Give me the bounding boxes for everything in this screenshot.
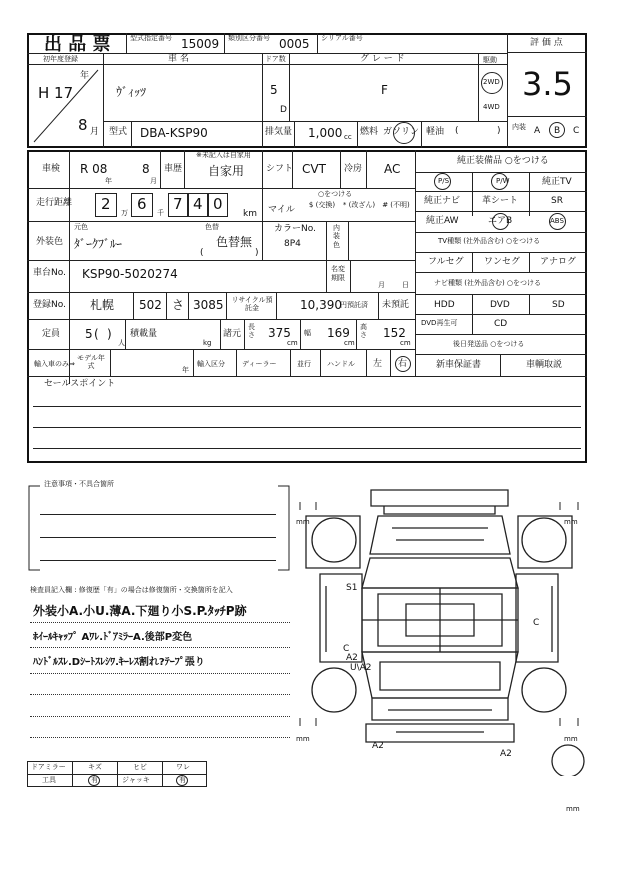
model-year-unit: 年 — [182, 366, 189, 374]
equip-abs-circle — [549, 213, 566, 230]
orig-color-label: 元色 — [74, 223, 88, 231]
import-parallel: 並行 — [297, 360, 311, 368]
damage-u-a2: U\A2 — [350, 663, 372, 673]
fuel-circle — [393, 122, 415, 144]
color-change-paren-close: ) — [255, 248, 259, 258]
displacement-unit: cc — [344, 133, 352, 141]
inspector-note-1: 外装小A.小U.薄A.下廻り小S.P.ﾀｯﾁP跡 — [33, 604, 247, 618]
displacement-label: 排気量 — [265, 127, 293, 137]
inspector-note-3: ﾊﾝﾄﾞﾙｽﾚ.Dｼｰﾄｽﾚｼﾜ.ｷｰﾚｽ割れ?ﾃｰﾌﾟ張り — [33, 657, 205, 668]
interior-b: B — [554, 126, 561, 136]
genuine-equipment-label: 純正装備品 ○をつける — [457, 156, 549, 166]
import-dealer: ディーラー — [242, 360, 277, 368]
equip-airbag-circle — [492, 213, 509, 230]
first-reg-label: 初年度登録 — [43, 55, 78, 63]
equip-ps-circle — [434, 173, 451, 190]
color-no: 8P4 — [284, 239, 301, 249]
interior-c: C — [573, 126, 580, 136]
inspection-year-unit: 年 — [105, 177, 112, 185]
score-label: 評 価 点 — [530, 38, 563, 48]
damage-s1: S1 — [346, 583, 358, 593]
capacity-paren-open: ( — [94, 327, 99, 341]
drive-2wd: 2WD — [483, 78, 500, 86]
mm-front-left: mm — [296, 518, 310, 526]
equip-navi: 純正ナビ — [424, 196, 461, 206]
equip-aw: 純正AW — [426, 216, 459, 226]
width: 169 — [327, 326, 350, 340]
first-reg-month-unit: 月 — [90, 127, 100, 137]
parts-scratch: キズ — [88, 763, 102, 771]
navi-type-label: ナビ種類 (社外品含む) ○をつける — [434, 279, 542, 287]
category-label: 類別区分番号 — [228, 34, 270, 42]
inspector-note-2: ﾎｲｰﾙｷｬｯﾌﾟ Aﾜﾚ.ﾄﾞｱﾐﾗｰA.後部P変色 — [33, 632, 193, 643]
ac-label: 冷房 — [344, 164, 363, 174]
int-color-label: 内装色 — [333, 224, 340, 249]
fuel-label: 燃料 — [360, 127, 379, 137]
reg-number: 3085 — [193, 298, 224, 312]
shift-label: シフト — [266, 164, 294, 174]
name-change-label: 名変期限 — [331, 265, 345, 283]
evaluation-score: 3.5 — [522, 65, 573, 103]
equip-tv: 純正TV — [542, 177, 572, 187]
equip-sr: SR — [551, 196, 563, 206]
name-change-month: 月 — [378, 281, 385, 289]
mm-front-right: mm — [564, 518, 578, 526]
mileage-digit-4: 4 — [193, 195, 203, 213]
load-label: 積載量 — [130, 329, 158, 339]
color-change-label: 色替 — [205, 223, 219, 231]
import-label: 輸入車のみ⇒ — [34, 360, 75, 368]
designation-no: 15009 — [181, 37, 220, 51]
light-oil-label: 軽油 — [426, 127, 445, 137]
door-type: D — [280, 105, 287, 115]
history-label: 車歴 — [164, 164, 183, 174]
inspection-month: 8 — [142, 162, 150, 176]
length-unit: cm — [287, 339, 298, 347]
reg-label: 登録No. — [33, 300, 66, 310]
mileage-mark-hint: ○をつける — [318, 190, 353, 198]
grade-label: グ レ ー ド — [360, 54, 405, 64]
mile-option: マイル — [268, 205, 295, 215]
tv-oneseg: ワンセグ — [484, 257, 521, 267]
interior-b-circle — [549, 122, 565, 138]
ext-color: ﾀﾞｰｸﾌﾞﾙｰ — [74, 237, 123, 251]
capacity-paren-close: ) — [107, 327, 112, 341]
light-oil-paren-open: ( — [455, 126, 459, 136]
capacity: 5 — [85, 327, 93, 341]
light-oil-paren-close: ) — [497, 126, 501, 136]
tv-fullseg: フルセグ — [428, 257, 464, 267]
altered-option: * (改ざん) — [342, 201, 376, 209]
designation-label: 型式指定番号 — [130, 34, 172, 42]
sheet-title: 出 品 票 — [44, 34, 111, 55]
exchange-option: $ (交換) — [308, 201, 336, 209]
navi-cd: CD — [494, 319, 508, 329]
mm-rear-right: mm — [564, 735, 578, 743]
color-change-paren-open: ( — [200, 248, 204, 258]
mm-rear-left: mm — [296, 735, 310, 743]
parts-tools-mark: 有 — [91, 776, 98, 784]
sales-points-label: セールスポイント — [44, 379, 116, 389]
import-type-label: 輸入区分 — [197, 360, 225, 368]
first-reg-year-unit: 年 — [80, 71, 90, 81]
handle-right-circle — [395, 356, 411, 372]
jack-circle — [176, 775, 188, 786]
mm-spare: mm — [566, 805, 580, 813]
color-change: 色替無 — [216, 235, 253, 249]
inspection-month-unit: 月 — [150, 177, 157, 185]
displacement: 1,000 — [308, 126, 343, 140]
shift: CVT — [302, 162, 326, 176]
recycle-unit: 円預託済 — [340, 301, 368, 309]
mileage-digit-2: 6 — [137, 195, 147, 213]
chassis-label: 車台No. — [33, 268, 66, 278]
grade: F — [381, 83, 388, 97]
mileage-label: 走行距離 — [36, 198, 73, 208]
model-label: 型式 — [109, 127, 128, 137]
unknown-option: # (不明) — [382, 201, 410, 209]
km-unit: km — [243, 209, 257, 219]
equip-leather: 革シート — [482, 196, 519, 206]
width-label: 幅 — [304, 329, 311, 337]
equip-abs: ABS — [550, 217, 564, 225]
length: 375 — [268, 326, 291, 340]
tv-analog: アナログ — [540, 257, 577, 267]
caution-label: 注意事項・不具合箇所 — [44, 480, 114, 488]
reg-class: 502 — [139, 298, 162, 312]
chassis-no: KSP90-5020274 — [82, 267, 178, 281]
navi-hdd: HDD — [434, 300, 455, 310]
mileage-digit-5: 0 — [213, 195, 223, 213]
history: 自家用 — [208, 164, 245, 178]
new-car-warranty: 新車保証書 — [436, 360, 482, 370]
model-code: DBA-KSP90 — [140, 126, 208, 140]
handle-label: ハンドル — [327, 360, 355, 368]
sen-unit: 千 — [157, 209, 164, 217]
parts-crack: ヒビ — [133, 763, 147, 771]
not-deposited: 未預託 — [382, 300, 410, 310]
parts-mirror: ドアミラー — [31, 763, 66, 771]
mileage-digit-1: 2 — [101, 195, 111, 213]
tools-circle — [88, 775, 100, 786]
first-reg-month: 8 — [78, 116, 88, 134]
later-items-label: 後日発送品 ○をつける — [453, 340, 525, 348]
door-count: 5 — [270, 83, 278, 97]
name-change-day: 日 — [402, 281, 409, 289]
equip-pw: P/W — [496, 177, 510, 185]
inspector-label: 検査員記入欄 : 修復歴「有」の場合は修復箇所・交換箇所を記入 — [30, 586, 233, 594]
capacity-unit: 人 — [118, 339, 125, 347]
dvd-play: DVD再生可 — [421, 319, 458, 327]
recycle-label: リサイクル預託金 — [231, 296, 273, 313]
model-year-label: モデル年式 — [77, 354, 105, 371]
fuel-gasoline: ガソリン — [383, 127, 420, 137]
height-label: 高さ — [360, 323, 367, 339]
drive-4wd: 4WD — [483, 103, 500, 111]
height-unit: cm — [400, 339, 411, 347]
man-unit: 万 — [121, 209, 128, 217]
tv-type-label: TV種類 (社外品含む) ○をつける — [438, 237, 541, 245]
car-name: ｳﾞｨｯﾂ — [116, 85, 147, 99]
car-name-label: 車 名 — [168, 54, 189, 64]
parts-jack-mark: 有 — [179, 776, 186, 784]
inspection-label: 車検 — [42, 164, 61, 174]
equip-ps: P/S — [438, 177, 450, 185]
load-unit: kg — [203, 339, 212, 347]
equip-airbag: エアB — [488, 216, 513, 226]
ac: AC — [384, 162, 401, 176]
inspection-year: R 08 — [80, 162, 108, 176]
damage-a2-rear-right: A2 — [500, 749, 512, 759]
interior-a: A — [534, 126, 541, 136]
damage-a2-rear-left: A2 — [372, 741, 384, 751]
parts-break: ワレ — [176, 763, 190, 771]
color-no-label: カラーNo. — [274, 224, 316, 234]
handle-left: 左 — [373, 359, 383, 369]
doors-label: ドア数 — [265, 55, 286, 63]
history-note: ※未記入は自家用 — [196, 151, 251, 159]
first-reg-era: H 17 — [38, 84, 74, 102]
interior-label: 内装 — [512, 123, 526, 131]
caution-bracket — [28, 485, 290, 571]
navi-sd: SD — [552, 300, 565, 310]
damage-c-right: C — [533, 618, 540, 628]
recycle-amount: 10,390 — [300, 298, 342, 312]
parts-tools: 工具 — [42, 776, 56, 784]
parts-jack: ジャッキ — [122, 776, 150, 784]
drive-label: 駆動 — [483, 56, 497, 64]
height: 152 — [383, 326, 406, 340]
serial-label: シリアル番号 — [321, 34, 363, 42]
category-no: 0005 — [279, 37, 310, 51]
dims-label: 諸元 — [223, 329, 242, 339]
car-body-diagram — [296, 476, 596, 776]
damage-a2: A2 — [346, 653, 358, 663]
vehicle-manual: 車輌取説 — [526, 360, 563, 370]
equip-pw-circle — [491, 173, 508, 190]
damage-c-left: C — [343, 644, 350, 654]
ext-color-label: 外装色 — [36, 237, 64, 247]
capacity-label: 定員 — [42, 329, 61, 339]
reg-kana: さ — [172, 298, 185, 312]
reg-area: 札幌 — [90, 298, 115, 312]
mileage-digit-3: 7 — [173, 195, 183, 213]
length-label: 長さ — [248, 323, 255, 339]
width-unit: cm — [344, 339, 355, 347]
handle-right: 右 — [398, 359, 408, 369]
navi-dvd: DVD — [490, 300, 510, 310]
